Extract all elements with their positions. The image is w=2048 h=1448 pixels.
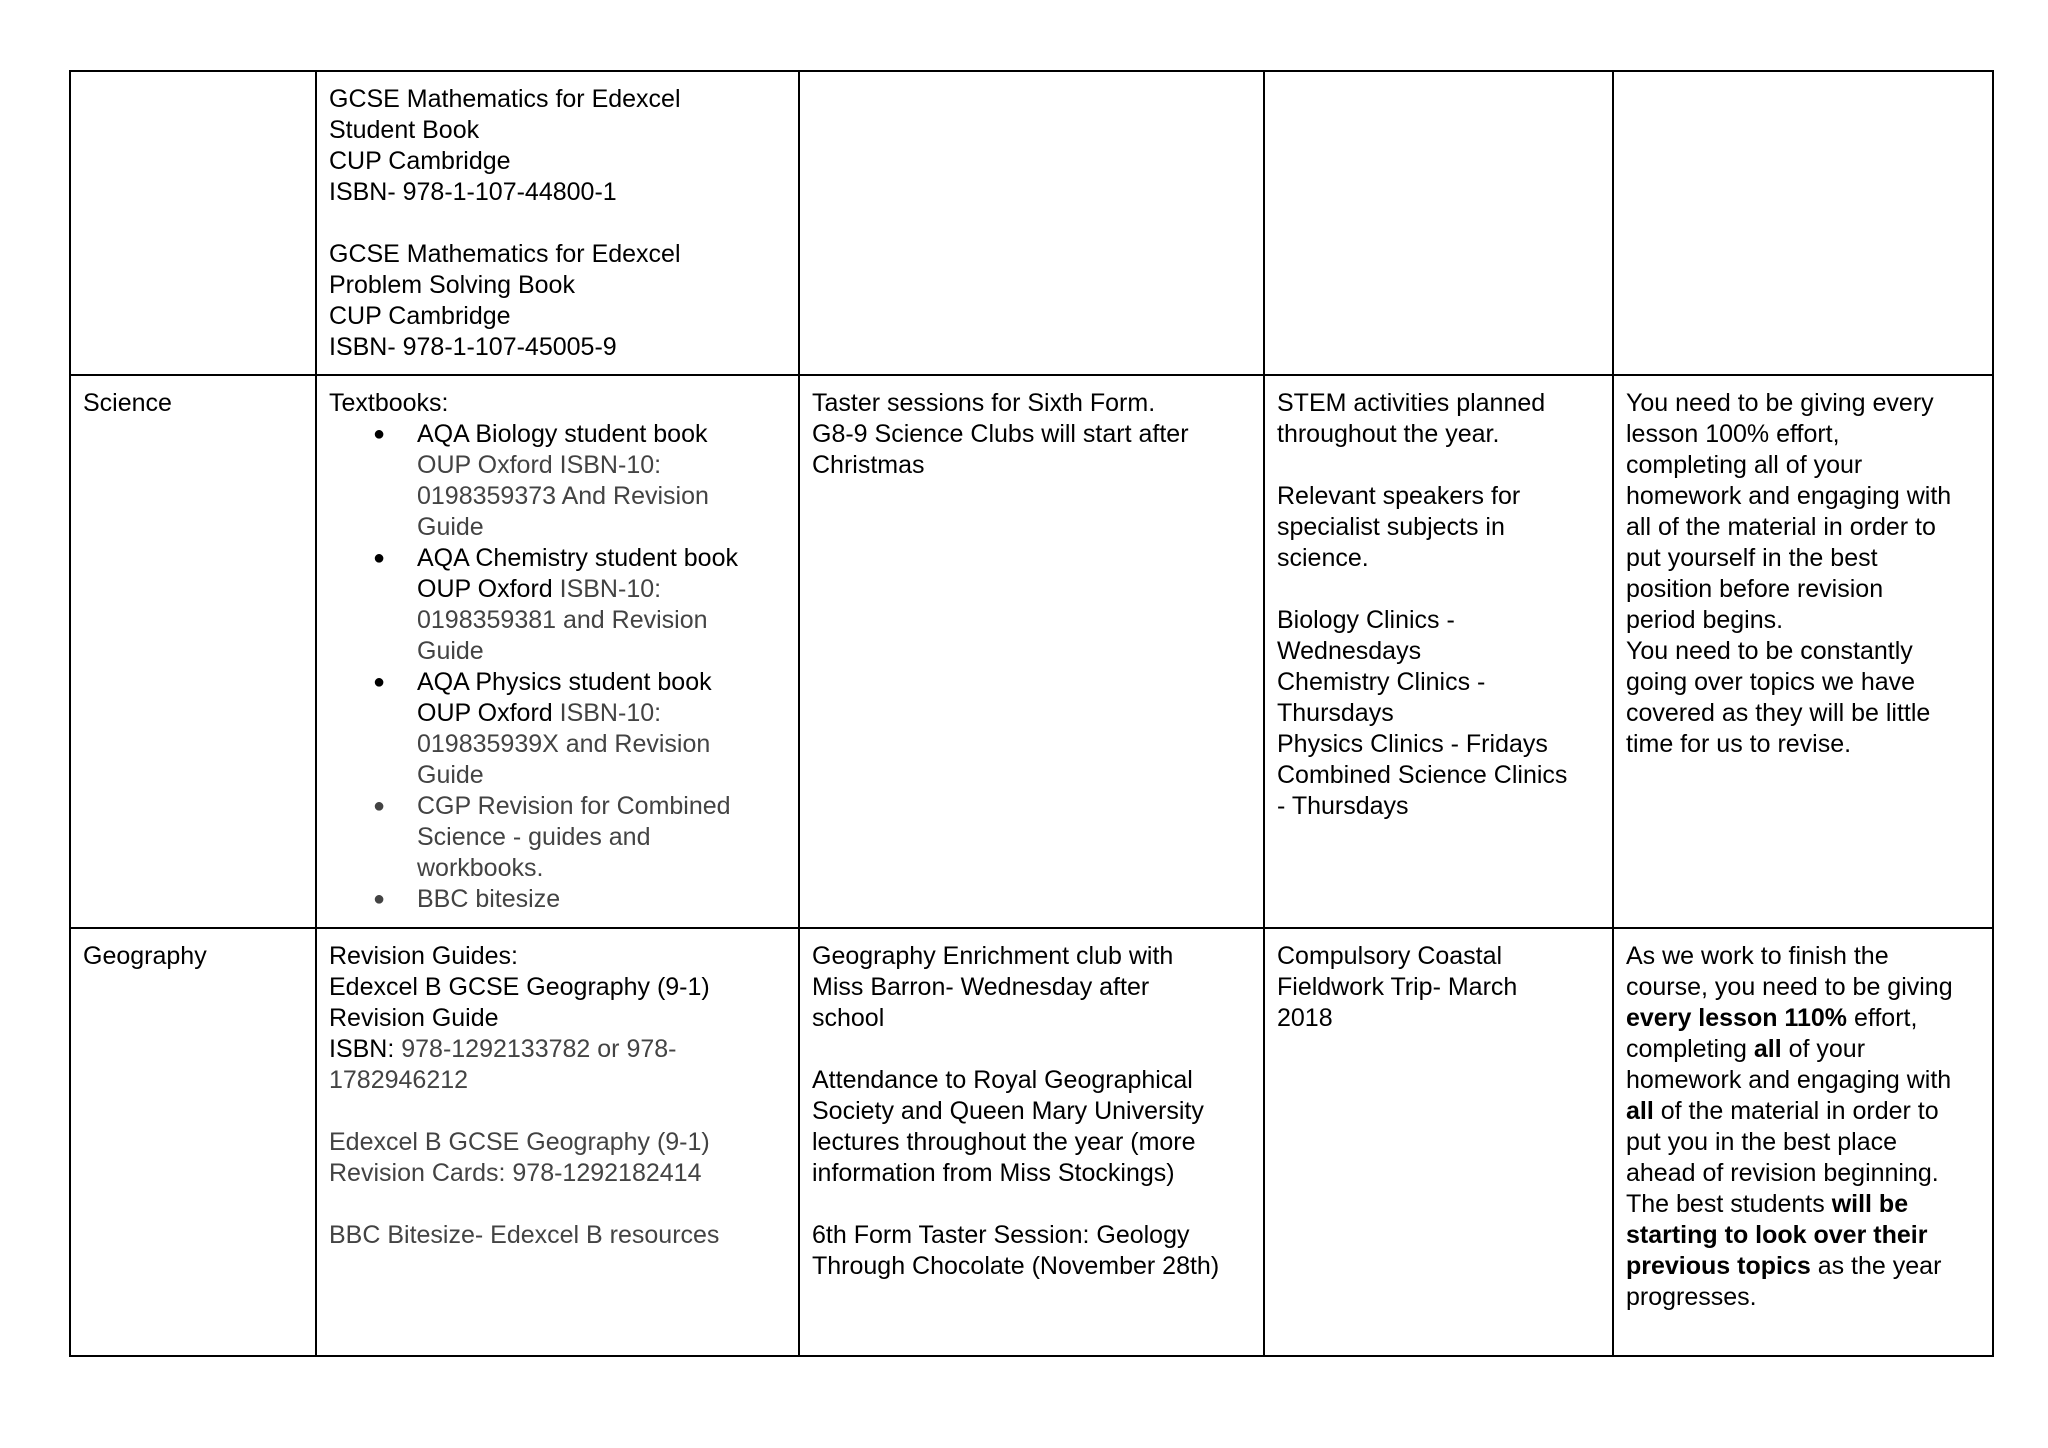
book-line: GCSE Mathematics for Edexcel: [329, 85, 681, 113]
resources-heading: Textbooks:: [329, 389, 449, 417]
list-item: ● AQA Chemistry student book OUP Oxford ISBN-10: 0198359381 and Revision Guide: [373, 544, 738, 665]
enrichment-cell: Taster sessions for Sixth Form. G8-9 Science Clubs will start after Christmas: [799, 375, 1264, 928]
textbook-list: [329, 419, 787, 915]
resources-heading: Revision Guides:: [329, 942, 518, 970]
list-item: ● CGP Revision for Combined Science - guides and workbooks.: [373, 792, 731, 882]
book-line: GCSE Mathematics for Edexcel: [329, 240, 681, 268]
subject-cell: Geography: [70, 928, 316, 1356]
book-line: ISBN- 978-1-107-45005-9: [329, 333, 617, 361]
bullet-icon: ●: [373, 795, 386, 817]
activities-cell: STEM activities planned throughout the year. Relevant speakers for specialist subjects in science. Biology Clinics - Wednesdays Chemistry Clinics - Thursdays Physics Clinics - Fridays Combined Science Clinics - Thursdays: [1264, 375, 1613, 928]
book-line: CUP Cambridge: [329, 147, 511, 175]
subject-cell: [70, 71, 316, 375]
activities-cell: Compulsory Coastal Fieldwork Trip- March 2018: [1264, 928, 1613, 1356]
resources-cell: [316, 71, 799, 375]
subjects-table: [69, 70, 1994, 1357]
list-item: ● BBC bitesize: [373, 885, 561, 913]
enrichment-cell: Geography Enrichment club with Miss Barron- Wednesday after school Attendance to Royal Geographical Society and Queen Mary University lectures throughout the year (more information from Miss Stockings) 6th Form Taster Session: Geology Through Chocolate (November 28th): [799, 928, 1264, 1356]
bullet-icon: ●: [373, 423, 386, 445]
list-item: ● AQA Biology student book OUP Oxford ISBN-10: 0198359373 And Revision Guide: [373, 420, 709, 541]
book-line: ISBN- 978-1-107-44800-1: [329, 178, 617, 206]
list-item: ● AQA Physics student book OUP Oxford ISBN-10: 019835939X and Revision Guide: [373, 668, 712, 789]
table-row: [70, 928, 1993, 1356]
bullet-icon: ●: [373, 888, 386, 910]
resources-cell: [316, 375, 799, 928]
book-line: CUP Cambridge: [329, 302, 511, 330]
book-line: Problem Solving Book: [329, 271, 575, 299]
resources-cell: Revision Guides: Edexcel B GCSE Geography (9-1) Revision Guide ISBN: 978-1292133782 or 978- 1782946212 Edexcel B GCSE Geography (9-1) Revision Cards: 978-1292182414 BBC Bitesize- Edexcel B resources: [316, 928, 799, 1356]
book-line: Student Book: [329, 116, 480, 144]
bullet-icon: ●: [373, 671, 386, 693]
advice-cell: As we work to finish the course, you need to be giving every lesson 110% effort, completing all of your homework and engaging with all of the material in order to put you in the best place ahead of revision beginning. The best students will be starting to look over their previous topics as the year progresses.: [1613, 928, 1993, 1356]
table-row: [70, 375, 1993, 928]
advice-cell: You need to be giving every lesson 100% effort, completing all of your homework and engaging with all of the material in order to put yourself in the best position before revision period begins. You need to be constantly going over topics we have covered as they will be little time for us to revise.: [1613, 375, 1993, 928]
bullet-icon: ●: [373, 547, 386, 569]
advice-cell: [1613, 71, 1993, 375]
table-row: [70, 71, 1993, 375]
activities-cell: [1264, 71, 1613, 375]
enrichment-cell: [799, 71, 1264, 375]
subject-cell: Science: [70, 375, 316, 928]
